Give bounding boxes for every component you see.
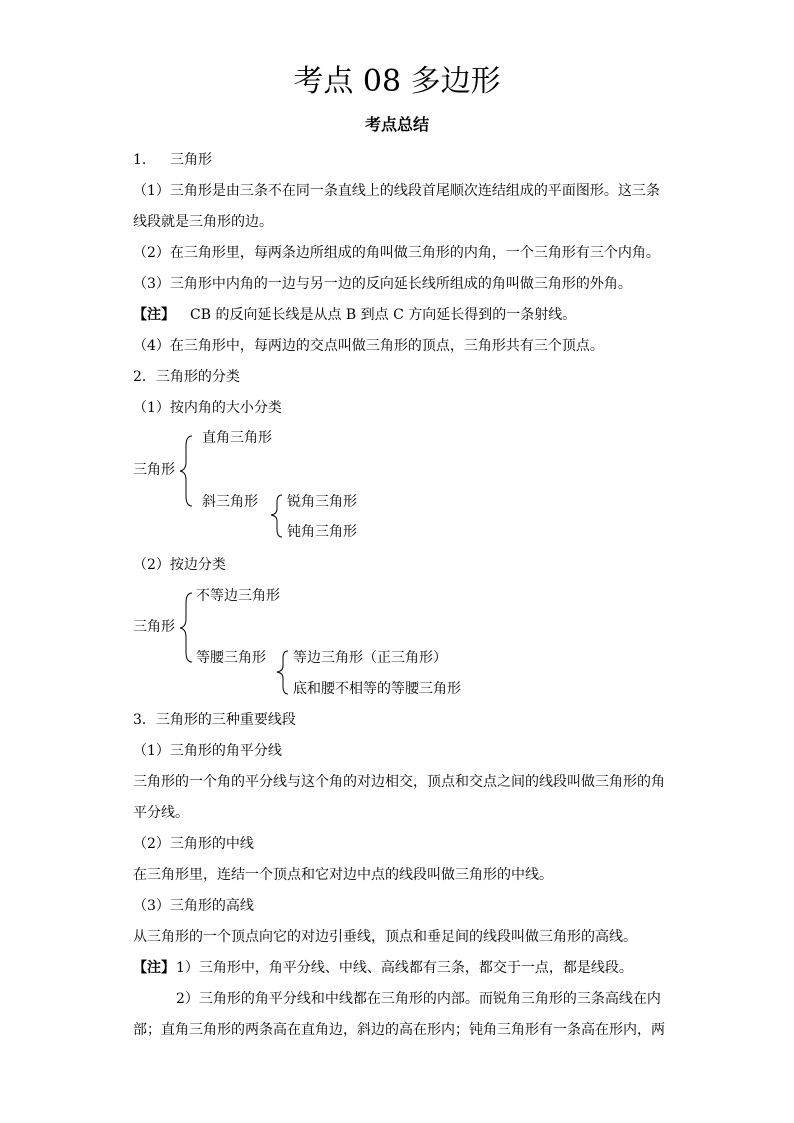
page-title: 考点 08 多边形 (293, 64, 501, 99)
note-label-2: 【注】 (133, 960, 175, 976)
tree-obtuse-triangle: 钝角三角形 (287, 524, 357, 540)
tree-isosceles-non-equilateral: 底和腰不相等的等腰三角形 (293, 681, 461, 697)
note-label: 【注】 (133, 307, 175, 323)
note-item-1: 1）三角形中，角平分线、中线、高线都有三条，都交于一点，都是线段。 (176, 960, 633, 976)
section-1-heading: 三角形 (170, 152, 212, 168)
paragraph-4: （4）在三角形中，每两边的交点叫做三角形的顶点，三角形共有三个顶点。 (133, 338, 604, 354)
brace-icon (272, 648, 292, 700)
altitude-heading: （3）三角形的高线 (133, 898, 254, 914)
note-text: CB 的反向延长线是从点 B 到点 C 方向延长得到的一条射线。 (190, 307, 577, 323)
section-2-heading: 2．三角形的分类 (133, 369, 240, 385)
classify-by-side-heading: （2）按边分类 (133, 557, 226, 573)
angle-bisector-line-2: 平分线。 (133, 805, 189, 821)
tree-right-triangle: 直角三角形 (202, 430, 272, 446)
section-1-number: 1. (133, 152, 147, 168)
angle-bisector-line-1: 三角形的一个角的平分线与这个角的对边相交，顶点和交点之间的线段叫做三角形的角 (133, 774, 665, 790)
classify-by-angle-heading: （1）按内角的大小分类 (133, 400, 282, 416)
tree-oblique-triangle: 斜三角形 (202, 494, 258, 510)
paragraph-3: （3）三角形中内角的一边与另一边的反向延长线所组成的角叫做三角形的外角。 (133, 276, 632, 292)
paragraph-2: （2）在三角形里，每两条边所组成的角叫做三角形的内角，一个三角形有三个内角。 (133, 245, 660, 261)
note-item-2-line-2: 部；直角三角形的两条高在直角边，斜边的高在形内；钝角三角形有一条高在形内，两 (133, 1022, 665, 1038)
paragraph-1-line-1: （1）三角形是由三条不在同一条直线上的线段首尾顺次连结组成的平面图形。这三条 (133, 183, 660, 199)
note-item-2-line-1: 2）三角形的角平分线和中线都在三角形的内部。而锐角三角形的三条高线在内 (176, 991, 661, 1007)
tree-root-triangle: 三角形 (133, 462, 175, 478)
brace-icon (266, 492, 286, 542)
altitude-text: 从三角形的一个顶点向它的对边引垂线，顶点和垂足间的线段叫做三角形的高线。 (133, 929, 637, 945)
tree-root-triangle-2: 三角形 (133, 619, 175, 635)
angle-bisector-heading: （1）三角形的角平分线 (133, 743, 282, 759)
brace-icon (176, 590, 196, 668)
brace-icon (176, 432, 196, 512)
page-subtitle: 考点总结 (364, 115, 429, 134)
median-heading: （2）三角形的中线 (133, 836, 254, 852)
paragraph-1-line-2: 线段就是三角形的边。 (133, 214, 273, 230)
tree-equilateral-triangle: 等边三角形（正三角形） (293, 650, 447, 666)
tree-isosceles-triangle: 等腰三角形 (196, 650, 266, 666)
tree-acute-triangle: 锐角三角形 (287, 494, 357, 510)
tree-scalene-triangle: 不等边三角形 (196, 588, 280, 604)
median-text: 在三角形里，连结一个顶点和它对边中点的线段叫做三角形的中线。 (133, 867, 553, 883)
section-3-heading: 3．三角形的三种重要线段 (133, 712, 296, 728)
